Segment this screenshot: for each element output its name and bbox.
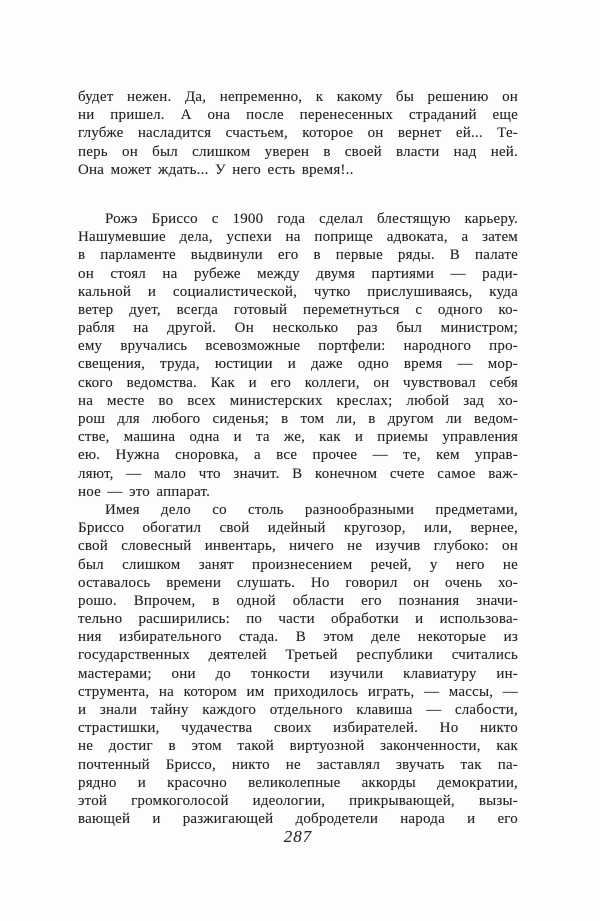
- text-line: ею. Нужна сноровка, а все прочее — те, кем управ-: [78, 447, 518, 464]
- text-line: стве, машина одна и та же, как и приемы управления: [78, 429, 518, 446]
- text-line: мастерами; они до тонкости изучили клавиатуру ин-: [78, 665, 518, 682]
- text-line: в парламенте выдвинули его в первые ряды. В палате: [78, 247, 518, 264]
- page-number: 287: [283, 827, 313, 846]
- text-line: рядно и красочно великолепные аккорды демократии,: [78, 774, 518, 791]
- paragraph: [78, 210, 518, 501]
- text-line: ни пришел. А она после перенесенных страданий еще: [78, 107, 518, 124]
- text-line: ского ведомства. Как и его коллеги, он чувствовал себя: [78, 374, 518, 391]
- text-line: и знали тайну каждого отдельного клавиша — слабости,: [78, 702, 518, 718]
- text-line: рошо. Впрочем, в одной области его познания значи-: [78, 592, 518, 609]
- text-line: государственных деятелей Третьей республики считались: [78, 647, 518, 664]
- text-line: на месте во всех министерских креслах; любой зад хо-: [78, 392, 518, 409]
- text-line: почтенный Бриссо, никто не заставлял звучать так па-: [78, 756, 518, 773]
- text-line: кальной и социалистической, чутко прислушиваясь, куда: [78, 283, 518, 300]
- text-line: перь он был слишком уверен в своей власти над ней.: [78, 143, 518, 160]
- text-line: вающей и разжигающей добродетели народа и его: [78, 811, 518, 828]
- text-line: струмента, на котором им приходилось играть, — массы, —: [78, 683, 518, 700]
- text-line: рабля на другой. Он несколько раз был министром;: [78, 320, 518, 337]
- text-line: Бриссо обогатил свой идейный кругозор, или, вернее,: [78, 520, 518, 537]
- text-line: глубже насладится счастьем, которое он вернет ей... Те-: [78, 125, 518, 142]
- text-line: страстишки, чудачества своих избирателей. Но никто: [78, 720, 518, 737]
- text-line: свой словесный инвентарь, ничего не изучив глубоко: он: [78, 538, 518, 555]
- text-line: тельно расширились: по части обработки и использова-: [78, 611, 518, 628]
- paragraph: [78, 88, 518, 179]
- text-line: ветер дует, всегда готовый переметнуться с одного ко-: [78, 301, 518, 318]
- text-line: рош для любого сиденья; в том ли, в другом ли ведом-: [78, 411, 518, 427]
- text-line: ния избирательного стада. В этом деле некоторые из: [78, 629, 518, 646]
- text-line: оставалось времени слушать. Но говорил он очень хо-: [78, 574, 518, 591]
- text-line: ему вручались всевозможные портфели: народного про-: [78, 338, 518, 355]
- text-line: этой громкоголосой идеологии, прикрывающей, вызы-: [78, 792, 518, 809]
- text-line: Рожэ Бриссо с 1900 года сделал блестящую карьеру.: [105, 210, 518, 227]
- text-block: [78, 88, 518, 828]
- text-line: он стоял на рубеже между двумя партиями — ради-: [78, 265, 518, 282]
- text-line: Нашумевшие дела, успехи на поприще адвоката, а затем: [78, 229, 518, 246]
- text-line: ное — это аппарат.: [78, 483, 211, 500]
- text-line: не достиг в этом такой виртуозной законченности, как: [78, 738, 518, 755]
- paragraph: [78, 501, 518, 828]
- text-line: свещения, труда, юстиции и даже одно время — мор-: [78, 356, 518, 373]
- text-line: Она может ждать... У него есть время!..: [78, 161, 354, 178]
- text-line: Имея дело со столь разнообразными предметами,: [105, 501, 518, 518]
- text-line: ляют, — мало что значит. В конечном счете самое важ-: [78, 465, 518, 482]
- text-line: был слишком занят произнесением речей, у него не: [78, 556, 518, 573]
- text-line: будет нежен. Да, непременно, к какому бы решению он: [78, 89, 518, 105]
